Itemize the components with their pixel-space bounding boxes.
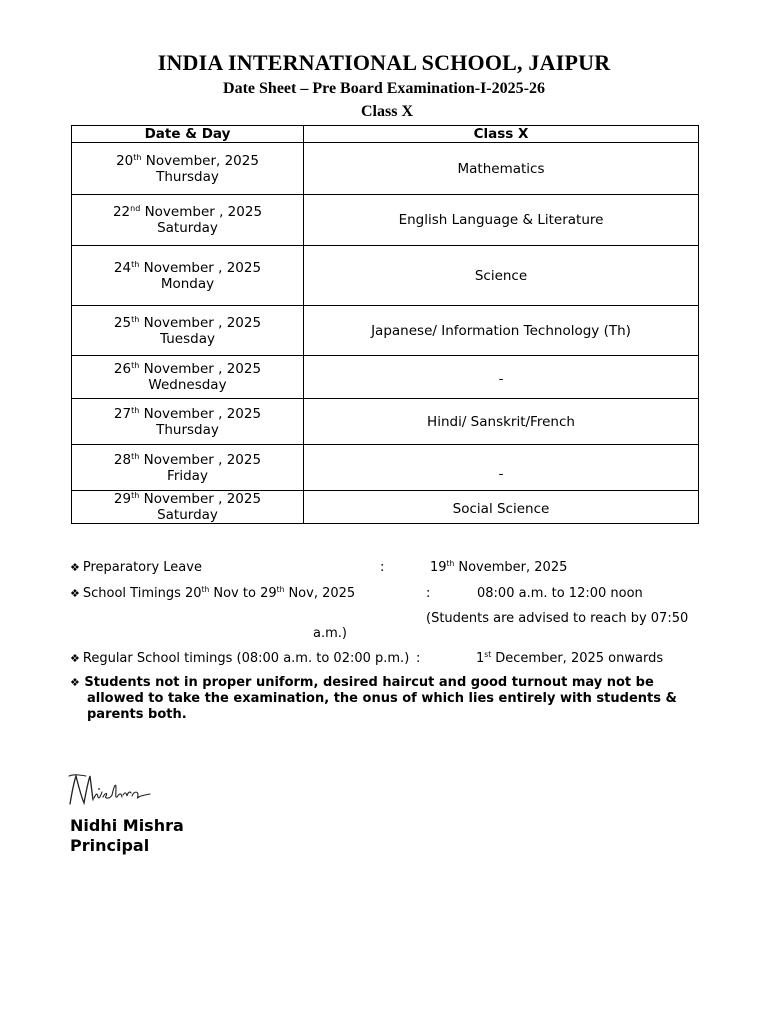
day-number: 25 bbox=[113, 314, 132, 331]
ordinal-suffix: th bbox=[131, 259, 140, 269]
month-year: November , 2025 bbox=[139, 361, 262, 377]
subject-cell bbox=[304, 491, 699, 524]
date-cell bbox=[72, 143, 304, 195]
table-row bbox=[72, 445, 699, 491]
day-number: 20 bbox=[116, 152, 134, 169]
ordinal-suffix: th bbox=[131, 491, 140, 500]
subject-cell: Science bbox=[304, 246, 699, 306]
weekday: Thursday bbox=[156, 421, 219, 438]
day-number: 27 bbox=[113, 405, 132, 422]
date-cell bbox=[72, 491, 304, 524]
date-cell bbox=[72, 445, 304, 491]
signatory-title: Principal bbox=[70, 836, 150, 855]
subject-cell: Japanese/ Information Technology (Th) bbox=[304, 306, 699, 356]
bullet-icon: ❖ bbox=[70, 587, 80, 600]
note-colon: : bbox=[380, 560, 385, 575]
weekday: Thursday bbox=[156, 168, 219, 185]
subject-cell: Hindi/ Sanskrit/French bbox=[304, 399, 699, 445]
month-year: November , 2025 bbox=[140, 204, 263, 220]
date-cell bbox=[72, 399, 304, 445]
table-row bbox=[72, 246, 699, 306]
document-subtitle: Date Sheet – Pre Board Examination-I-2025-26 bbox=[223, 80, 545, 97]
table-row bbox=[72, 491, 699, 524]
ordinal-suffix: th bbox=[133, 152, 142, 162]
bullet-icon: ❖ bbox=[70, 561, 80, 574]
month-year: November , 2025 bbox=[139, 259, 262, 276]
uniform-notice: ❖ Students not in proper uniform, desired haircut and good turnout may not be allowed to take the examination, the onus of which lies entirely with students & parents both. bbox=[70, 675, 677, 722]
day-number: 29 bbox=[113, 491, 132, 507]
table-header-row bbox=[72, 126, 699, 143]
day-number: 26 bbox=[113, 361, 132, 377]
month-year: November , 2025 bbox=[139, 405, 262, 422]
weekday: Saturday bbox=[157, 507, 218, 523]
subject-cell bbox=[304, 445, 699, 491]
day-number: 22 bbox=[112, 204, 131, 220]
ordinal-suffix: th bbox=[131, 451, 140, 461]
table-row bbox=[72, 195, 699, 246]
bullet-icon: ❖ bbox=[70, 652, 80, 665]
subject-text: - bbox=[498, 465, 504, 482]
table-row bbox=[72, 399, 699, 445]
ordinal-suffix: nd bbox=[130, 204, 141, 213]
note-value: 19th November, 2025 bbox=[430, 559, 568, 575]
month-year: November, 2025 bbox=[141, 152, 259, 169]
bullet-icon: ❖ bbox=[70, 676, 80, 689]
note-label: ❖ School Timings 20th Nov to 29th Nov, 2025 bbox=[70, 585, 356, 601]
subject-cell: Mathematics bbox=[304, 143, 699, 195]
subject-cell: English Language & Literature bbox=[304, 195, 699, 246]
date-cell bbox=[72, 356, 304, 399]
subject-text: - bbox=[498, 371, 504, 387]
weekday: Wednesday bbox=[148, 377, 227, 393]
ordinal-suffix: th bbox=[131, 405, 140, 415]
weekday: Saturday bbox=[157, 220, 218, 236]
month-year: November , 2025 bbox=[139, 451, 262, 468]
signatory-name: Nidhi Mishra bbox=[70, 816, 184, 835]
note-label: ❖ Regular School timings (08:00 a.m. to 02:00 p.m.) bbox=[70, 651, 410, 666]
date-cell bbox=[72, 246, 304, 306]
note-colon: : bbox=[416, 651, 421, 666]
class-title: Class X bbox=[360, 103, 413, 120]
weekday: Friday bbox=[167, 467, 208, 484]
column-header-class: Class X bbox=[304, 126, 699, 143]
signature-image bbox=[66, 770, 156, 810]
table-row bbox=[72, 306, 699, 356]
subject-cell bbox=[304, 356, 699, 399]
school-name: INDIA INTERNATIONAL SCHOOL, JAIPUR bbox=[157, 50, 611, 75]
note-label: ❖ Preparatory Leave bbox=[70, 560, 202, 575]
day-number: 24 bbox=[113, 259, 132, 276]
note-value: 1st December, 2025 onwards bbox=[476, 650, 664, 666]
note-colon: : bbox=[426, 586, 431, 601]
table-row bbox=[72, 143, 699, 195]
month-year: November , 2025 bbox=[139, 491, 262, 507]
month-year: November , 2025 bbox=[139, 314, 262, 331]
weekday: Tuesday bbox=[160, 330, 215, 347]
ordinal-suffix: th bbox=[131, 361, 140, 370]
table-row bbox=[72, 356, 699, 399]
day-number: 28 bbox=[113, 451, 132, 468]
date-sheet-table bbox=[71, 125, 699, 524]
column-header-date: Date & Day bbox=[72, 126, 304, 143]
note-value: 08:00 a.m. to 12:00 noon bbox=[477, 586, 643, 601]
date-cell bbox=[72, 306, 304, 356]
ordinal-suffix: th bbox=[131, 314, 140, 324]
weekday: Monday bbox=[160, 275, 215, 292]
subject-text: Social Science bbox=[452, 501, 550, 517]
date-cell bbox=[72, 195, 304, 246]
